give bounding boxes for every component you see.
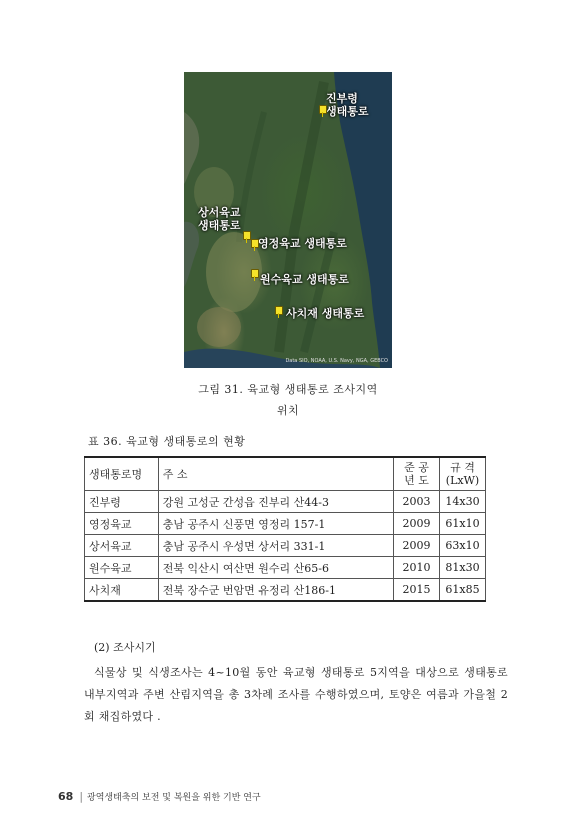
page-number: 68 xyxy=(58,790,74,803)
cell-address: 충남 공주시 신풍면 영정리 157-1 xyxy=(158,513,393,535)
cell-size: 61x85 xyxy=(440,579,486,602)
cell-name: 사치재 xyxy=(85,579,159,602)
cell-size: 61x10 xyxy=(440,513,486,535)
cell-address: 충남 공주시 우성면 상서리 331-1 xyxy=(158,535,393,557)
table-row xyxy=(85,491,486,513)
table-title: 표 36. 육교형 생태통로의 현황 xyxy=(88,435,246,448)
section-paragraph xyxy=(84,662,508,728)
cell-size: 63x10 xyxy=(440,535,486,557)
map-credit: Data SIO, NOAA, U.S. Navy, NGA, GEBCO xyxy=(285,358,388,364)
cell-name: 상서육교 xyxy=(85,535,159,557)
cell-year: 2009 xyxy=(394,513,440,535)
cell-address: 강원 고성군 간성읍 진부리 산44-3 xyxy=(158,491,393,513)
page-footer xyxy=(58,790,261,803)
figure-caption-line1: 그림 31. 육교형 생태통로 조사지역 xyxy=(198,383,378,396)
cell-size: 14x30 xyxy=(440,491,486,513)
label-wonsu: 원수육교 생태통로 xyxy=(260,273,349,286)
cell-year: 2009 xyxy=(394,535,440,557)
ecoduct-status-table xyxy=(84,456,486,602)
satellite-map-figure xyxy=(184,72,392,368)
header-name: 생태통로명 xyxy=(85,457,159,491)
header-address: 주 소 xyxy=(158,457,393,491)
cell-address: 전북 장수군 번암면 유정리 산186-1 xyxy=(158,579,393,602)
label-yeongjeong: 영정육교 생태통로 xyxy=(258,237,347,250)
table-row xyxy=(85,513,486,535)
section-paragraph-text: 식물상 및 식생조사는 4~10월 동안 육교형 생태통로 5지역을 대상으로 생태통로 내부지역과 주변 산림지역을 총 3차례 조사를 수행하였으며, 토양은 여름과 가을철 2회 채집하였다 . xyxy=(84,666,508,723)
cell-year: 2010 xyxy=(394,557,440,579)
label-sangseo: 상서육교 생태통로 xyxy=(198,206,241,232)
header-size: 규 격 (LxW) xyxy=(440,457,486,491)
cell-name: 원수육교 xyxy=(85,557,159,579)
cell-year: 2015 xyxy=(394,579,440,602)
cell-address: 전북 익산시 여산면 원수리 산65-6 xyxy=(158,557,393,579)
cell-name: 영정육교 xyxy=(85,513,159,535)
figure-caption-line2: 위치 xyxy=(276,404,300,417)
cell-year: 2003 xyxy=(394,491,440,513)
footer-divider: | xyxy=(79,790,84,803)
label-jinburyeong xyxy=(326,92,369,118)
section-heading: (2) 조사시기 xyxy=(94,641,156,654)
cell-name: 진부령 xyxy=(85,491,159,513)
table-row xyxy=(85,535,486,557)
table-row xyxy=(85,579,486,602)
cell-size: 81x30 xyxy=(440,557,486,579)
label-jinburyeong-line1: 진부령 생태통로 xyxy=(326,92,369,118)
footer-title: 광역생태축의 보전 및 복원을 위한 기반 연구 xyxy=(87,793,261,803)
table-row xyxy=(85,557,486,579)
label-sachijae: 사치재 생태통로 xyxy=(286,307,365,320)
table-header-row xyxy=(85,457,486,491)
header-year: 준 공 년 도 xyxy=(394,457,440,491)
